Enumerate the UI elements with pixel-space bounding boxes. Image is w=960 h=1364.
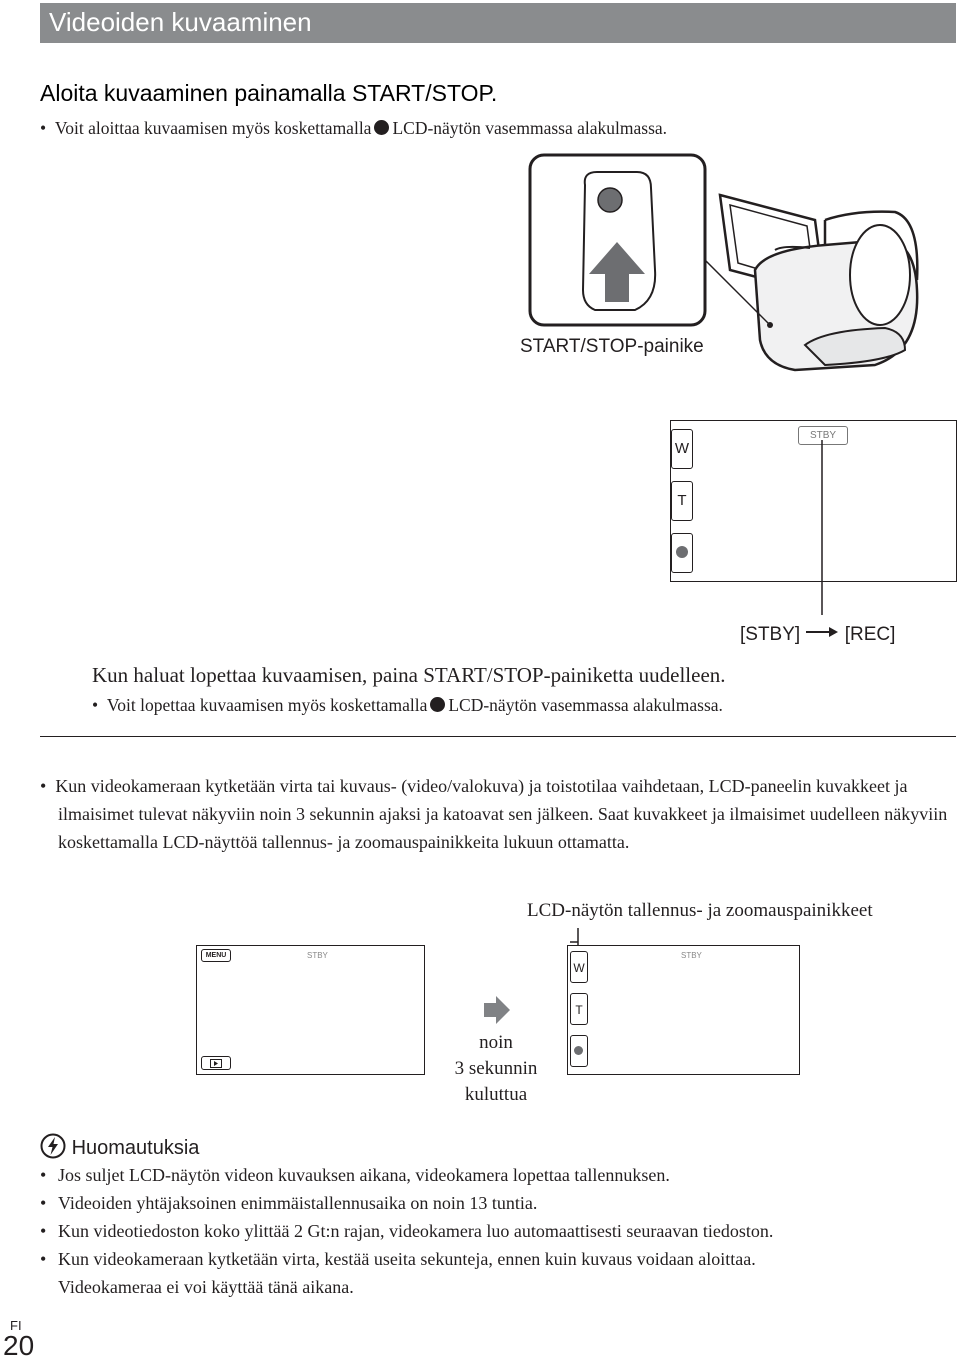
bullet-icon: • — [40, 1221, 47, 1241]
stby-indicator: STBY — [798, 426, 848, 445]
playback-button[interactable] — [201, 1056, 231, 1070]
step-2-bullet-text-b: LCD-näytön vasemmassa alakulmassa. — [448, 695, 723, 715]
section-title: Videoiden kuvaaminen — [49, 7, 312, 37]
record-dot-icon — [374, 120, 389, 135]
record-button[interactable] — [671, 533, 693, 573]
note-item — [40, 1193, 537, 1214]
start-stop-callout: START/STOP-painike — [520, 336, 704, 357]
bullet-icon: • — [92, 695, 99, 715]
zoom-w-button[interactable]: W — [671, 429, 693, 469]
step-2-bullet — [92, 695, 723, 716]
info-paragraph-text: Kun videokameraan kytketään virta tai kuvaus- (video/valokuva) ja toistotilaa vaihdetaan, LCD-paneelin kuvakkeet ja ilmaisimet tulevat näkyviin noin 3 sekunnin ajaksi ja katoavat sen jälkeen. Saat kuvakkeet ja ilmaisimet uudelleen näkyviin koskettamalla LCD-näyttöä tallennus- ja zoomauspainikkeita lukuun ottamatta. — [55, 776, 948, 852]
note-item — [40, 1221, 773, 1242]
record-dot-icon — [430, 697, 445, 712]
lcd-buttons-caption: LCD-näytön tallennus- ja zoomauspainikkeet — [527, 900, 873, 921]
arrow-right-icon — [805, 625, 839, 639]
step-2-title: Kun haluat lopettaa kuvaamisen, paina START/STOP-painiketta uudelleen. — [92, 663, 726, 687]
note-item-continued: Videokameraa ei voi käyttää tänä aikana. — [58, 1277, 354, 1297]
stby-indicator: STBY — [681, 951, 702, 960]
bullet-icon: • — [40, 1165, 47, 1185]
note-text: Jos suljet LCD-näytön videon kuvauksen aikana, videokamera lopettaa tallennuksen. — [58, 1165, 670, 1185]
language-code: FI — [10, 1318, 22, 1333]
step-1-bullet-text-b: LCD-näytön vasemmassa alakulmassa. — [392, 118, 668, 138]
notes-heading-text: Huomautuksia — [71, 1137, 200, 1159]
delay-line-2: 3 sekunnin — [454, 1058, 538, 1079]
bullet-icon: • — [40, 1249, 47, 1269]
status-transition — [740, 624, 895, 646]
note-text: Kun videokameraan kytketään virta, kestää useita sekunteja, ennen kuin kuvaus voidaan aloittaa. — [58, 1249, 756, 1269]
note-item — [40, 1249, 756, 1270]
info-paragraph — [40, 772, 952, 856]
zoom-t-button[interactable]: T — [570, 993, 588, 1025]
caution-icon — [40, 1133, 66, 1159]
section-divider — [40, 736, 956, 737]
step-1-bullet — [40, 118, 667, 139]
lcd-screen-figure-1 — [670, 420, 957, 582]
stby-leader-line — [818, 440, 828, 615]
delay-label — [430, 1030, 562, 1108]
zoom-t-button[interactable]: T — [671, 481, 693, 521]
record-dot-icon — [574, 1046, 583, 1055]
playback-icon — [210, 1059, 222, 1068]
note-text: Videoiden yhtäjaksoinen enimmäistallennusaika on noin 13 tuntia. — [58, 1193, 538, 1213]
transition-arrow-icon — [482, 995, 512, 1025]
bullet-icon: • — [40, 1193, 47, 1213]
lcd-screen-before — [196, 945, 425, 1075]
step-1-title: Aloita kuvaaminen painamalla START/STOP. — [40, 80, 498, 106]
delay-line-1: noin — [479, 1032, 513, 1053]
zoom-w-button[interactable]: W — [570, 951, 588, 983]
notes-heading — [40, 1133, 199, 1160]
bullet-icon: • — [40, 776, 56, 796]
status-stby-label: [STBY] — [740, 624, 801, 645]
bullet-icon: • — [40, 118, 47, 138]
menu-button[interactable]: MENU — [201, 949, 231, 962]
record-dot-icon — [676, 546, 688, 558]
lcd-screen-after — [567, 945, 800, 1075]
page-number: 20 — [3, 1330, 35, 1361]
stby-indicator: STBY — [307, 951, 328, 960]
step-1-bullet-text-a: Voit aloittaa kuvaamisen myös koskettamalla — [54, 118, 372, 138]
delay-line-3: kuluttua — [464, 1084, 528, 1105]
step-2-bullet-text-a: Voit lopettaa kuvaamisen myös koskettamalla — [106, 695, 428, 715]
status-rec-label: [REC] — [844, 624, 896, 645]
note-item — [40, 1165, 670, 1186]
start-stop-button-icon — [598, 188, 622, 212]
record-button[interactable] — [570, 1035, 588, 1067]
note-text: Kun videotiedoston koko ylittää 2 Gt:n rajan, videokamera luo automaattisesti seuraavan tiedoston. — [58, 1221, 774, 1241]
